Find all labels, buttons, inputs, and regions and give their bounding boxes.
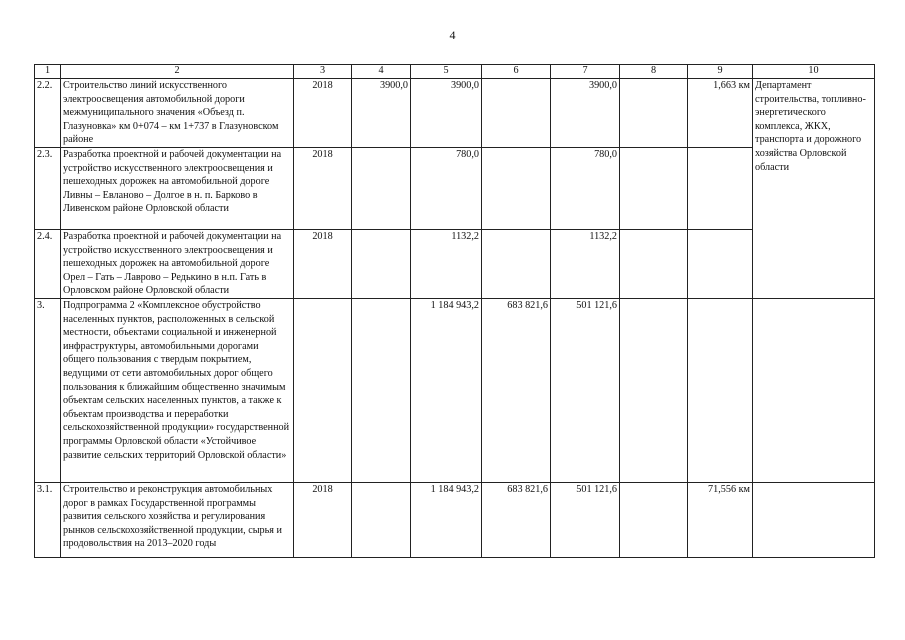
row-name: Строительство и реконструкция автомобильных дорог в рамках Государственной программы развития сельского хозяйства и регулирования рынков сельскохозяйственной продукции, сырья и продовольствия на 2013–2020 годы: [61, 482, 294, 557]
page-number: 4: [449, 28, 456, 42]
row-col4: 3900,0: [352, 79, 411, 148]
row-col8: [620, 229, 688, 298]
header-cell: 6: [482, 65, 551, 79]
header-cell: 8: [620, 65, 688, 79]
header-cell: 9: [688, 65, 753, 79]
responsible-department: Департамент строительства, топливно-энергетического комплекса, ЖКХ, транспорта и дорожного хозяйства Орловской области: [753, 79, 875, 299]
table-row: [35, 79, 875, 148]
row-col5: 1 184 943,2: [411, 482, 482, 557]
row-col9: 1,663 км: [688, 79, 753, 148]
row-col5: 1 184 943,2: [411, 298, 482, 482]
row-col9: [688, 147, 753, 229]
row-number: 2.4.: [35, 229, 61, 298]
row-number: 2.3.: [35, 147, 61, 229]
row-year: 2018: [294, 482, 352, 557]
program-table: [34, 64, 875, 558]
header-cell: 5: [411, 65, 482, 79]
row-name: Разработка проектной и рабочей документации на устройство искусственного электроосвещения и пешеходных дорожек на автомобильной дороге Ливны – Евланово – Долгое в н. п. Барково в Ливенском районе Орловской области: [61, 147, 294, 229]
row-col4: [352, 298, 411, 482]
row-col8: [620, 482, 688, 557]
header-cell: 3: [294, 65, 352, 79]
row-col7: 3900,0: [551, 79, 620, 148]
row-col8: [620, 147, 688, 229]
row-year: 2018: [294, 229, 352, 298]
table-row: [35, 147, 875, 229]
row-col7: 501 121,6: [551, 482, 620, 557]
row-col5: 1132,2: [411, 229, 482, 298]
row-col4: [352, 229, 411, 298]
row-col6: [482, 79, 551, 148]
row-name: Подпрограмма 2 «Комплексное обустройство населенных пунктов, расположенных в сельской местности, объектами социальной и инженерной инфраструктуры, автомобильными дорогами общего пользования с твердым покрытием, ведущими от сети автомобильных дорог общего пользования к ближайшим общественно значимым объектам сельских населенных пунктов, а также к объектам производства и переработки сельскохозяйственной продукции» государственной программы Орловской области «Устойчивое развитие сельских территорий Орловской области»: [61, 298, 294, 482]
row-col8: [620, 79, 688, 148]
row-col8: [620, 298, 688, 482]
row-col7: 1132,2: [551, 229, 620, 298]
row-col6: 683 821,6: [482, 298, 551, 482]
row-name: Строительство линий искусственного электроосвещения автомобильной дороги межмуниципального значения «Объезд п. Глазуновка» км 0+074 – км 1+737 в Глазуновском районе: [61, 79, 294, 148]
row-col9: [688, 229, 753, 298]
row-col7: 501 121,6: [551, 298, 620, 482]
row-col4: [352, 147, 411, 229]
row-name: Разработка проектной и рабочей документации на устройство искусственного электроосвещения и пешеходных дорожек на автомобильной дороге Орел – Гать – Лаврово – Редькино в н.п. Гать в Орловском районе Орловской области: [61, 229, 294, 298]
row-number: 3.: [35, 298, 61, 482]
row-col6: [482, 147, 551, 229]
row-year: 2018: [294, 79, 352, 148]
table-row: [35, 482, 875, 557]
header-cell: 7: [551, 65, 620, 79]
row-year: 2018: [294, 147, 352, 229]
header-cell: 4: [352, 65, 411, 79]
row-col5: 780,0: [411, 147, 482, 229]
row-col4: [352, 482, 411, 557]
row-col7: 780,0: [551, 147, 620, 229]
row-col9: [688, 298, 753, 482]
header-cell: 10: [753, 65, 875, 79]
header-row: [35, 65, 875, 79]
department-cell-empty: [753, 482, 875, 557]
row-number: 2.2.: [35, 79, 61, 148]
row-col6: 683 821,6: [482, 482, 551, 557]
table-row: [35, 229, 875, 298]
department-cell-empty: [753, 298, 875, 482]
table-row: [35, 298, 875, 482]
row-year: [294, 298, 352, 482]
row-col6: [482, 229, 551, 298]
row-col9: 71,556 км: [688, 482, 753, 557]
header-cell: 2: [61, 65, 294, 79]
header-cell: 1: [35, 65, 61, 79]
row-col5: 3900,0: [411, 79, 482, 148]
row-number: 3.1.: [35, 482, 61, 557]
